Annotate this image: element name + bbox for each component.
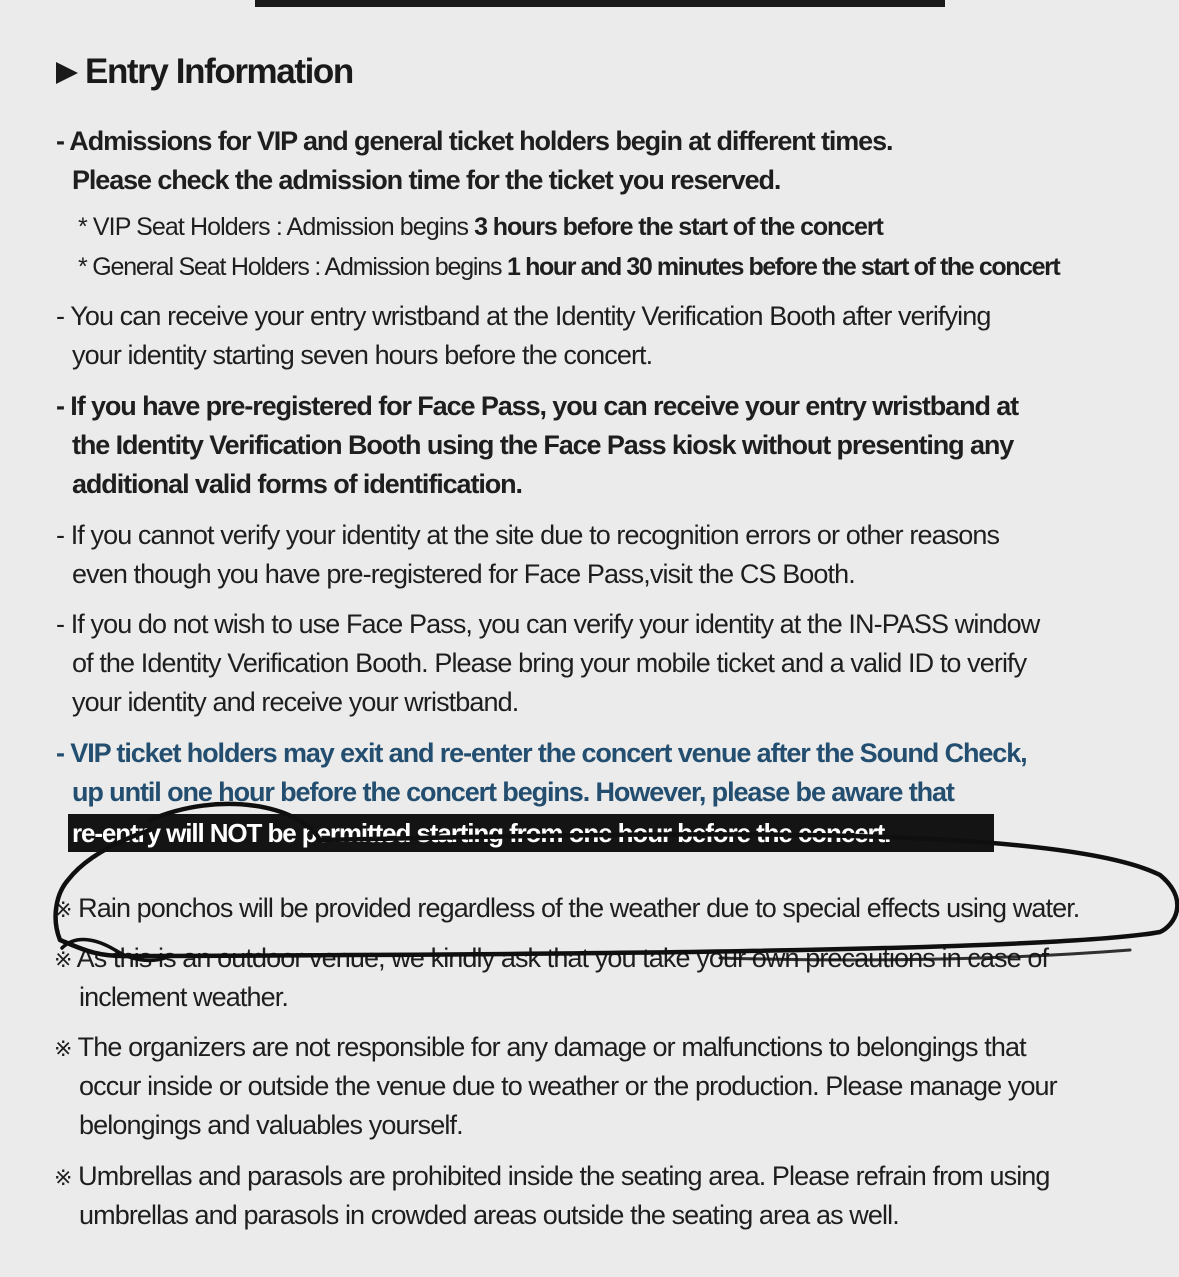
vip-time: 3 hours before the start of the concert — [474, 213, 883, 241]
verify-error-line-2: even though you have pre-registered for Face Pass,visit the CS Booth. — [72, 559, 855, 589]
note-organizers-line-3: belongings and valuables yourself. — [79, 1110, 463, 1140]
facepass-line-2: the Identity Verification Booth using the Face Pass kiosk without presenting any — [72, 430, 1014, 460]
note-umbrellas-text: Umbrellas and parasols are prohibited inside the seating area. Please refrain from using — [78, 1161, 1050, 1191]
note-mark-icon: ※ — [54, 947, 72, 972]
section-title: Entry Information — [85, 52, 353, 91]
note-mark-icon: ※ — [54, 897, 72, 922]
inpass-line-1: - If you do not wish to use Face Pass, you can verify your identity at the IN-PASS window — [56, 609, 1040, 639]
admission-line-2: Please check the admission time for the ticket you reserved. — [72, 165, 781, 195]
note-mark-icon: ※ — [54, 1165, 72, 1190]
wristband-line-1: - You can receive your entry wristband at the Identity Verification Booth after verifying — [56, 301, 991, 331]
verify-error-line-1: - If you cannot verify your identity at the site due to recognition errors or other reasons — [56, 520, 1000, 550]
general-time: 1 hour and 30 minutes before the start of the concert — [507, 253, 1060, 281]
note-mark-icon: ※ — [54, 1036, 72, 1061]
inpass-line-3: your identity and receive your wristband. — [72, 687, 519, 717]
vip-seat-line — [78, 210, 883, 244]
wristband-line-2: your identity starting seven hours before the concert. — [72, 340, 653, 370]
note-rain-ponchos — [54, 891, 1079, 927]
reentry-line-3: re-entry will NOT be permitted starting from one hour before the concert. — [72, 818, 891, 848]
general-seat-line — [78, 250, 1059, 284]
note-rain-ponchos-text: Rain ponchos will be provided regardless of the weather due to special effects using water. — [78, 893, 1080, 923]
note-umbrellas-line-1 — [54, 1159, 1050, 1195]
note-outdoor-line-2: inclement weather. — [79, 982, 288, 1012]
section-heading — [56, 52, 353, 92]
note-organizers-line-1 — [54, 1030, 1026, 1066]
triangle-right-icon — [56, 62, 78, 84]
reentry-line-1: - VIP ticket holders may exit and re-enter the concert venue after the Sound Check, — [56, 738, 1027, 768]
note-outdoor-line-1 — [54, 941, 1048, 977]
inpass-line-2: of the Identity Verification Booth. Please bring your mobile ticket and a valid ID to verify — [72, 648, 1027, 678]
facepass-line-3: additional valid forms of identification. — [72, 469, 522, 499]
note-organizers-text: The organizers are not responsible for any damage or malfunctions to belongings that — [77, 1032, 1026, 1062]
general-prefix: * General Seat Holders : Admission begins — [78, 253, 508, 281]
reentry-line-2: up until one hour before the concert begins. However, please be aware that — [72, 777, 954, 807]
note-outdoor-text: As this is an outdoor venue, we kindly ask that you take your own precautions in case of — [76, 943, 1049, 973]
admission-line-1: - Admissions for VIP and general ticket holders begin at different times. — [56, 126, 893, 156]
note-umbrellas-line-2: umbrellas and parasols in crowded areas outside the seating area as well. — [79, 1200, 899, 1230]
facepass-line-1: - If you have pre-registered for Face Pass, you can receive your entry wristband at — [56, 391, 1019, 421]
vip-prefix: * VIP Seat Holders : Admission begins — [78, 213, 475, 241]
note-organizers-line-2: occur inside or outside the venue due to weather or the production. Please manage your — [79, 1071, 1057, 1101]
